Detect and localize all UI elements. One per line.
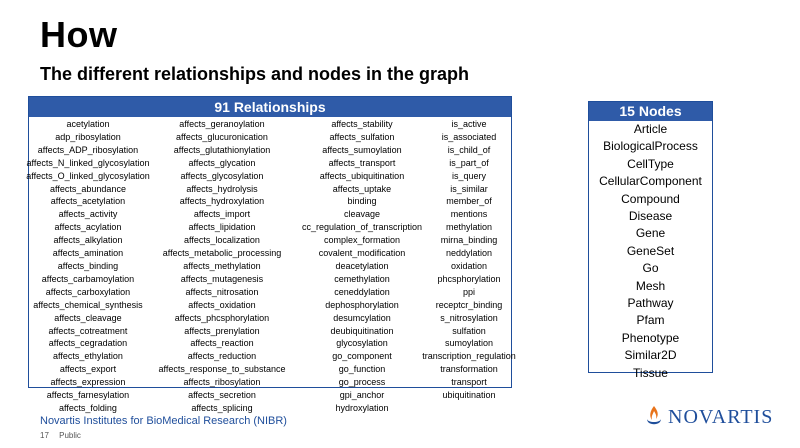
- relationship-item: affects_abundance: [50, 183, 126, 194]
- relationship-item: binding: [347, 196, 377, 207]
- relationship-item: desumcylation: [333, 312, 391, 323]
- relationship-item: affects_cleavage: [54, 312, 122, 323]
- nodes-table: [588, 101, 713, 380]
- relationship-item: cleavage: [343, 209, 381, 220]
- relationship-item: is_active: [451, 119, 487, 129]
- slide-subtitle: The different relationships and nodes in the graph: [40, 64, 470, 84]
- relationship-item: methylation: [445, 222, 493, 233]
- relationship-item: affects_ADP_ribosylation: [37, 144, 139, 155]
- node-item: Compound: [621, 191, 680, 206]
- relationship-item: affects_folding: [59, 402, 117, 413]
- relationship-item: affects_chemical_synthesis: [33, 299, 143, 310]
- relationship-item: transformation: [440, 364, 498, 375]
- relationship-item: cemethylation: [334, 273, 390, 284]
- nodes-list: [589, 121, 712, 382]
- relationships-column-1: [26, 118, 150, 415]
- relationship-item: affects_mutagenesis: [180, 273, 264, 284]
- relationship-item: affects_stability: [331, 119, 393, 129]
- relationship-item: affects_metabolic_processing: [162, 248, 282, 259]
- relationship-item: affects_hydroxylation: [179, 196, 265, 207]
- relationship-item: affects_glycosylation: [180, 170, 264, 181]
- node-item: GeneSet: [626, 243, 675, 258]
- relationship-item: affects_nitrosation: [185, 286, 259, 297]
- footer-organization: Novartis Institutes for BioMedical Research (NIBR): [40, 415, 287, 427]
- relationship-item: affects_geranoylation: [179, 119, 265, 129]
- relationship-item: receptcr_binding: [435, 299, 503, 310]
- relationship-item: deacetylation: [335, 260, 389, 271]
- relationship-item: affects_farnesylation: [46, 390, 130, 401]
- node-item: Mesh: [635, 278, 666, 293]
- relationship-item: covalent_modification: [318, 248, 406, 259]
- page-number: 17: [40, 431, 49, 440]
- relationship-item: is_part_of: [449, 157, 489, 168]
- relationships-column-3: [297, 118, 427, 415]
- relationship-item: s_nitrosylation: [440, 312, 498, 323]
- relationship-item: affects_secretion: [188, 390, 256, 401]
- relationship-item: affects_sulfation: [329, 131, 395, 142]
- relationship-item: affects_O_linked_glycosylation: [26, 170, 150, 181]
- relationship-item: affects_N_linked_glycosylation: [26, 157, 150, 168]
- relationship-item: affects_hydrolysis: [186, 183, 258, 194]
- relationship-item: member_of: [446, 196, 492, 207]
- relationship-item: affects_oxidation: [188, 299, 256, 310]
- relationship-item: transcription_regulation: [422, 351, 516, 362]
- relationship-item: affects_prenylation: [184, 325, 260, 336]
- relationship-item: affects_uptake: [332, 183, 392, 194]
- relationship-item: affects_export: [59, 364, 117, 375]
- relationship-item: transport: [451, 377, 487, 388]
- relationship-item: affects_amination: [52, 248, 124, 259]
- relationship-item: affects_binding: [57, 260, 119, 271]
- nodes-header: 15 Nodes: [589, 102, 712, 121]
- relationship-item: is_similar: [450, 183, 488, 194]
- relationship-item: affects_ethylation: [53, 351, 123, 362]
- slide-title: How: [40, 14, 118, 55]
- relationship-item: mentions: [450, 209, 488, 220]
- relationships-column-4: [422, 118, 516, 415]
- relationship-item: affects_acylation: [54, 222, 122, 233]
- relationship-item: affects_glucuronication: [176, 131, 268, 142]
- node-item: Tissue: [633, 365, 668, 380]
- node-item: CellType: [627, 156, 674, 171]
- relationship-item: gpi_anchor: [339, 390, 385, 401]
- relationship-item: neddylation: [445, 248, 493, 259]
- relationship-item: affects_activity: [58, 209, 118, 220]
- relationship-item: affects_phcsphorylation: [174, 312, 270, 323]
- relationship-item: affects_expression: [50, 377, 126, 388]
- node-item: Pathway: [627, 296, 674, 311]
- relationship-item: is_associated: [441, 131, 497, 142]
- relationship-item: ubiquitination: [442, 390, 496, 401]
- relationship-item: affects_ribosylation: [183, 377, 261, 388]
- relationship-item: affects_response_to_substance: [158, 364, 286, 375]
- relationship-item: acetylation: [66, 119, 110, 129]
- relationship-item: affects_lipidation: [188, 222, 256, 233]
- relationship-item: affects_glutathionylation: [173, 144, 271, 155]
- relationship-item: affects_ubiquitination: [319, 170, 405, 181]
- relationship-item: complex_formation: [323, 235, 401, 246]
- relationship-item: mirna_binding: [440, 235, 498, 246]
- relationship-item: affects_splicing: [191, 402, 253, 413]
- relationship-item: affects_reduction: [187, 351, 257, 362]
- relationship-item: affects_sumoylation: [322, 144, 402, 155]
- relationship-item: hydroxylation: [335, 402, 389, 413]
- relationship-item: affects_glycation: [188, 157, 256, 168]
- classification-label: Public: [59, 431, 81, 440]
- node-item: Gene: [635, 226, 666, 241]
- relationship-item: affects_carboxylation: [45, 286, 131, 297]
- relationship-item: ppi: [462, 286, 475, 297]
- footer-meta: [40, 431, 89, 440]
- relationship-item: affects_localization: [184, 235, 260, 246]
- relationship-item: affects_transport: [328, 157, 396, 168]
- relationship-item: deubiquitination: [330, 325, 394, 336]
- relationship-item: is_query: [451, 170, 487, 181]
- relationship-item: affects_cegradation: [48, 338, 128, 349]
- relationship-item: oxidation: [450, 260, 488, 271]
- relationship-item: dephosphorylation: [325, 299, 399, 310]
- node-item: Similar2D: [624, 348, 677, 363]
- relationships-column-2: [147, 118, 297, 415]
- node-item: Disease: [628, 209, 673, 224]
- node-item: Article: [633, 122, 668, 136]
- relationships-header: 91 Relationships: [29, 97, 511, 117]
- relationship-item: affects_acetylation: [50, 196, 126, 207]
- relationship-item: sulfation: [452, 325, 486, 336]
- flame-icon: [645, 404, 663, 430]
- relationship-item: go_function: [338, 364, 386, 375]
- relationship-item: ceneddylation: [334, 286, 390, 297]
- relationship-item: affects_import: [193, 209, 251, 220]
- node-item: CellularComponent: [599, 174, 702, 189]
- novartis-logo: [645, 404, 773, 430]
- relationship-item: affects_cotreatment: [48, 325, 128, 336]
- node-item: BiologicalProcess: [603, 139, 698, 154]
- node-item: Pfam: [636, 313, 665, 328]
- relationship-item: glycosylation: [336, 338, 388, 349]
- relationship-item: affects_methylation: [183, 260, 261, 271]
- relationship-item: affects_carbamoylation: [41, 273, 135, 284]
- relationship-item: cc_regulation_of_transcription: [301, 222, 423, 233]
- node-item: Phenotype: [621, 330, 680, 345]
- relationship-item: is_child_of: [447, 144, 491, 155]
- relationship-item: go_component: [332, 351, 392, 362]
- relationship-item: sumoylation: [444, 338, 494, 349]
- relationship-item: phcsphorylation: [437, 273, 501, 284]
- logo-text: NOVARTIS: [668, 405, 774, 428]
- node-item: Go: [642, 261, 659, 276]
- relationship-item: affects_reaction: [190, 338, 254, 349]
- relationship-item: go_process: [338, 377, 386, 388]
- relationship-item: adp_ribosylation: [55, 131, 121, 142]
- relationships-table: [26, 96, 516, 413]
- relationship-item: affects_alkylation: [53, 235, 123, 246]
